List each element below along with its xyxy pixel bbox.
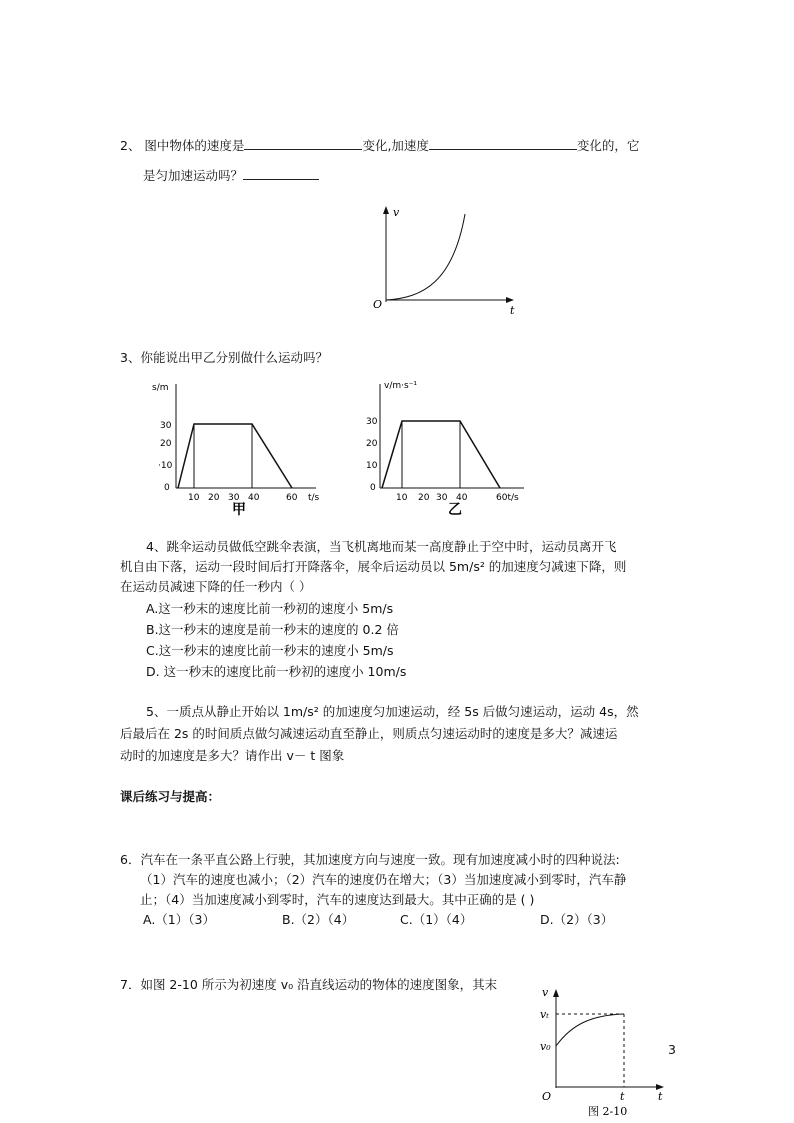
jia-xtick-60: 60 [286, 493, 298, 503]
q7-v0-label: v₀ [540, 1040, 551, 1053]
q6-line1: 6．汽车在一条平直公路上行驶，其加速度方向与速度一致。现有加速度减小时的四种说法: [120, 852, 620, 867]
q7-vt-label: vₜ [540, 1008, 549, 1021]
yi-xtick-20: 20 [418, 493, 430, 503]
q6-option-b[interactable]: B.（2）（4） [282, 912, 355, 927]
yi-xtick-60: 60t/s [496, 493, 519, 503]
yi-xtick-40: 40 [456, 493, 468, 503]
q4-option-a[interactable]: A.这一秒末的速度比前一秒初的速度小 5m/s [146, 601, 394, 616]
q2-line1-c: 变化的，它 [576, 138, 640, 153]
q4-option-c[interactable]: C.这一秒末的速度比前一秒末的速度小 5m/s [146, 643, 394, 658]
q5-line3: 动时的加速度是多大？请作出 v－ t 图象 [120, 748, 345, 763]
q6-option-c[interactable]: C.（1）（4） [400, 912, 473, 927]
q7-line1: 7．如图 2-10 所示为初速度 v₀ 沿直线运动的物体的速度图象，其末 [120, 977, 498, 992]
jia-x-axis-label: t/s [308, 493, 320, 503]
q6-line2: （1）汽车的速度也减小；（2）汽车的速度仍在增大；（3）当加速度减小到零时，汽车静 [140, 872, 627, 887]
q7-v-label: v [542, 986, 549, 999]
q2-blank-velocity[interactable] [244, 136, 362, 150]
q6-line3: 止；（4）当加速度减小到零时，汽车的速度达到最大。其中正确的是 ( ) [140, 892, 535, 907]
jia-ytick-20: 20 [160, 439, 172, 449]
q7-t-tick: t [620, 1090, 625, 1103]
q5-line2: 后最后在 2s 的时间质点做匀减速运动直至静止，则质点匀速运动时的速度是多大？减速运 [120, 726, 618, 741]
q2-y-arrow [383, 206, 389, 214]
q7-graph [532, 984, 672, 1118]
q2-x-arrow [506, 297, 514, 303]
yi-ytick-0: 0 [370, 483, 376, 493]
jia-ytick-0: 0 [164, 483, 170, 493]
jia-xtick-20: 20 [208, 493, 220, 503]
yi-ytick-20: 20 [366, 439, 378, 449]
q4-option-d[interactable]: D. 这一秒末的速度比前一秒初的速度小 10m/s [146, 664, 407, 679]
q6-option-d[interactable]: D.（2）（3） [540, 912, 614, 927]
q6-option-a[interactable]: A.（1）（3） [143, 912, 215, 927]
q4-line2: 机自由下落，运动一段时间后打开降落伞，展伞后运动员以 5m/s² 的加速度匀减速下降，则 [120, 559, 627, 574]
q2-line1-a: 2、 图中物体的速度是 [120, 138, 245, 153]
yi-xtick-10: 10 [396, 493, 408, 503]
q4-line1: 4、跳伞运动员做低空跳伞表演，当飞机离地而某一高度静止于空中时，运动员离开飞 [146, 539, 617, 554]
jia-graph-line [178, 424, 292, 488]
q2-blank-uniform[interactable] [243, 166, 319, 180]
jia-ytick-10: ·10 [158, 461, 173, 471]
yi-graph-line [382, 421, 500, 488]
yi-ytick-10: 10 [366, 461, 378, 471]
q2-line1 [120, 136, 639, 154]
q4-line3: 在运动员减速下降的任一秒内（ ） [120, 579, 312, 594]
jia-y-axis-label: s/m [152, 383, 169, 393]
q7-caption: 图 2-10 [588, 1105, 628, 1118]
q7-x-label: t [658, 1090, 663, 1103]
q2-blank-acceleration[interactable] [429, 136, 577, 150]
q7-origin: O [542, 1090, 552, 1103]
q3-question: 3、你能说出甲乙分别做什么运动吗？ [120, 350, 328, 365]
jia-xtick-40: 40 [248, 493, 260, 503]
q2-line1-b: 变化,加速度 [362, 138, 429, 153]
q2-line2-text: 是匀加速运动吗？ [143, 168, 244, 183]
q2-t-label: t [510, 304, 515, 317]
q2-origin: O [373, 298, 383, 311]
yi-ytick-30: 30 [366, 417, 378, 427]
q2-vt-graph [368, 200, 528, 320]
q2-line2 [143, 166, 319, 184]
q7-curve [556, 1014, 624, 1046]
section-title: 课后练习与提高： [120, 789, 221, 804]
q5-line1: 5、一质点从静止开始以 1m/s² 的加速度匀加速运动，经 5s 后做匀速运动，运动 4s，然 [146, 704, 639, 719]
jia-xtick-10: 10 [188, 493, 200, 503]
jia-ytick-30: 30 [160, 421, 172, 431]
page-number: 3 [668, 1042, 676, 1057]
q2-curve [386, 214, 465, 300]
yi-caption: 乙 [448, 502, 462, 516]
q7-y-arrow [553, 989, 559, 997]
q3-graph-jia [150, 376, 330, 516]
q3-graph-yi [360, 376, 540, 516]
jia-xtick-30: 30 [228, 493, 240, 503]
yi-y-axis-label: v/m·s⁻¹ [384, 381, 418, 391]
yi-xtick-30: 30 [436, 493, 448, 503]
q2-v-label: v [393, 206, 400, 219]
q4-option-b[interactable]: B.这一秒末的速度是前一秒末的速度的 0.2 倍 [146, 622, 399, 637]
jia-caption: 甲 [232, 502, 246, 516]
